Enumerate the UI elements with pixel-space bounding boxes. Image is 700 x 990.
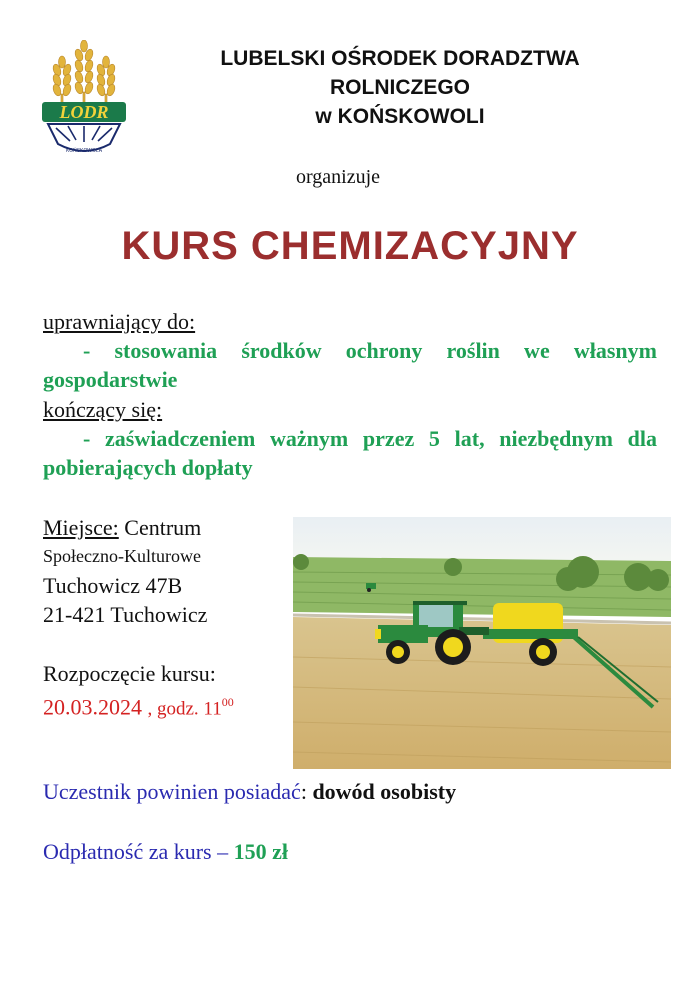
entitles-section bbox=[43, 307, 657, 394]
fee-value: 150 zł bbox=[233, 839, 289, 864]
wheat-stalk-right bbox=[96, 56, 117, 104]
start-time-label: , godz. 11 bbox=[147, 698, 222, 720]
place-name-1: Centrum bbox=[124, 515, 202, 540]
fee-label: Odpłatność za kurs bbox=[43, 839, 212, 864]
fee-dash: – bbox=[211, 839, 234, 864]
ending-section bbox=[43, 395, 657, 482]
tractor-sprayer-photo bbox=[293, 517, 671, 769]
start-label: Rozpoczęcie kursu: bbox=[43, 661, 216, 686]
header-line-1: LUBELSKI OŚRODEK DORADZTWA bbox=[220, 47, 580, 70]
start-date: 20.03.2024 bbox=[43, 694, 142, 720]
organization-header bbox=[150, 44, 650, 131]
place-postal: 21-421 Tuchowicz bbox=[43, 602, 208, 627]
photo-green-field bbox=[293, 557, 671, 617]
wheat-stalk-center bbox=[74, 40, 95, 104]
course-title: KURS CHEMIZACYJNY bbox=[121, 224, 579, 268]
fee-block bbox=[43, 839, 288, 865]
header-line-2: ROLNICZEGO bbox=[330, 76, 470, 99]
requirement-value: dowód osobisty bbox=[312, 779, 457, 804]
logo-small-text: KOŃSKOWOLA bbox=[65, 148, 103, 154]
ending-text: - zaświadczeniem ważnym przez 5 lat, niezbędnym dla pobierających dopłaty bbox=[43, 426, 657, 480]
start-block bbox=[43, 659, 234, 723]
start-time-minutes: 00 bbox=[221, 695, 234, 709]
header-line-3: w KOŃSKOWOLI bbox=[315, 105, 485, 128]
place-block bbox=[43, 513, 293, 629]
requirement-block bbox=[43, 779, 456, 805]
ending-label: kończący się: bbox=[43, 397, 163, 422]
wheat-stalk-left bbox=[52, 56, 73, 104]
organizes-text: organizuje bbox=[296, 166, 381, 188]
place-label: Miejsce: bbox=[43, 515, 119, 540]
requirement-label: Uczestnik powinien posiadać bbox=[43, 779, 301, 804]
logo-acronym: LODR bbox=[59, 102, 109, 122]
place-name-2: Społeczno-Kulturowe bbox=[43, 546, 201, 566]
place-street: Tuchowicz 47B bbox=[43, 573, 183, 598]
entitles-text: - stosowania środków ochrony roślin we własnym gospodarstwie bbox=[43, 338, 657, 392]
entitles-label: uprawniający do: bbox=[43, 309, 196, 334]
lodr-logo bbox=[38, 40, 130, 158]
requirement-colon: : bbox=[300, 779, 307, 804]
